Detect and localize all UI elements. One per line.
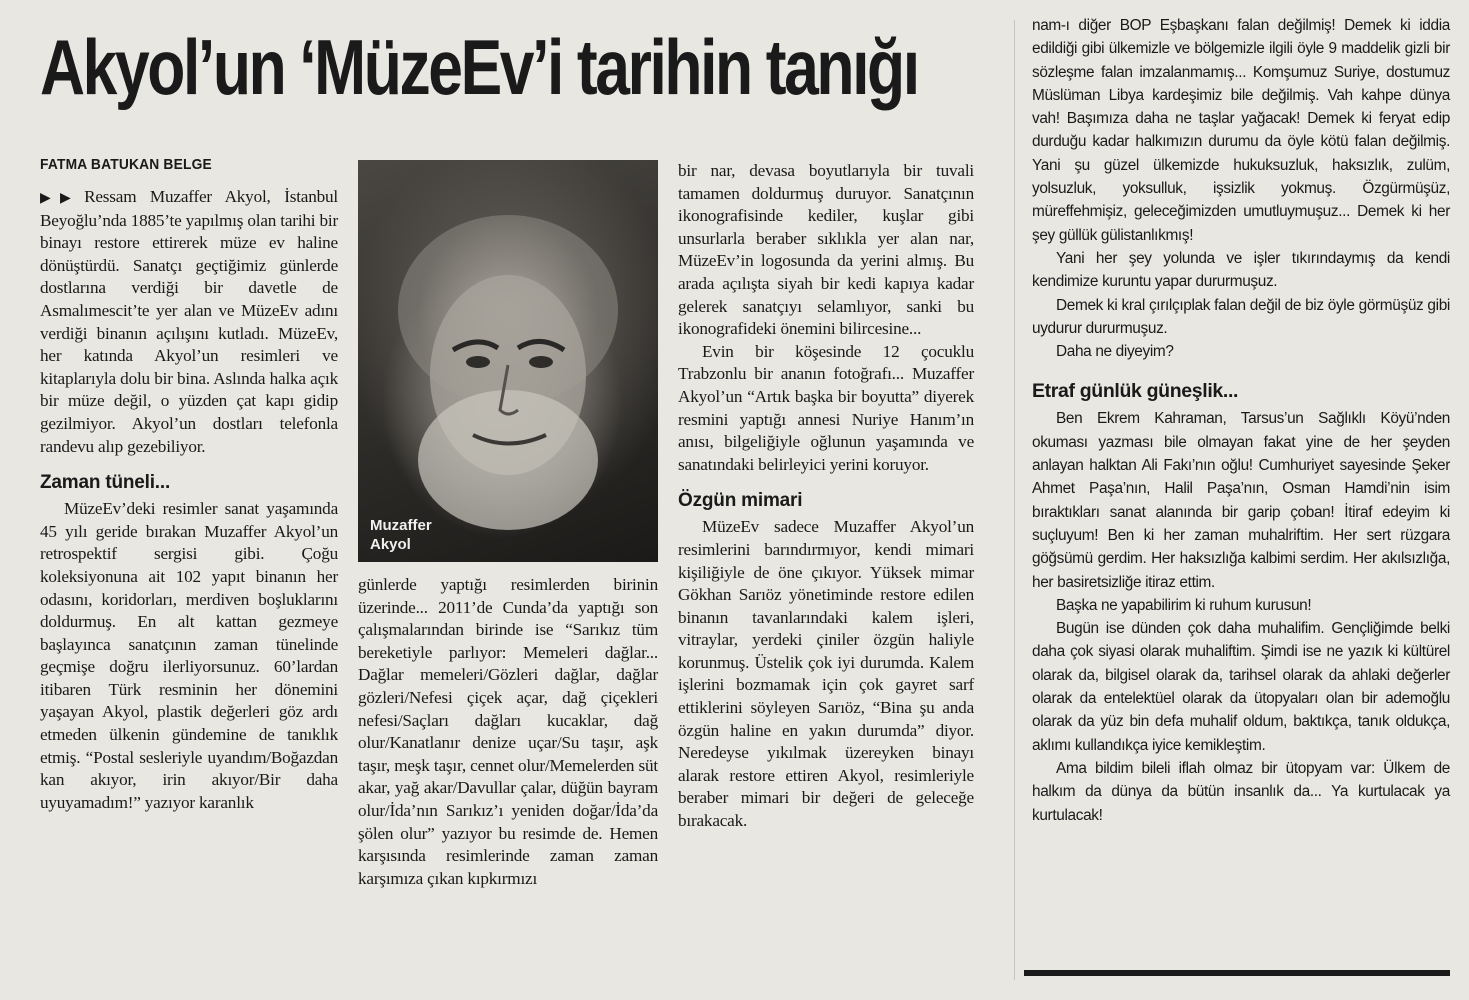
caption-line: Akyol xyxy=(370,536,411,553)
lead-paragraph xyxy=(40,186,338,458)
paragraph: MüzeEv sadece Muzaffer Akyol’un resimlerini barındırmıyor, kendi mimari kişiliğiyle de öne çıkıyor. Yüksek mimar Gökhan Sarıöz yönetiminde restore edilen binanın tavanlarındaki kalem işleri, vitraylar, yerdeki çiniler özgün haliyle korunmuş. Üstelik çok iyi durumda. Kalem işlerini bozmamak için çok gayret sarf ettiklerini söyleyen Sarıöz, “Bina şu anda özgün haline en yakın durumda” diyor. Neredeyse yıkılmak üzereyken binayı alarak restore ettiren Akyol, resimleriyle beraber mimari bir değeri de geleceğe bırakacak. xyxy=(678,517,974,831)
byline: FATMA BATUKAN BELGE xyxy=(40,156,212,173)
paragraph: Başka ne yapabilirim ki ruhum kurusun! xyxy=(1056,596,1312,614)
subhead-etraf-gunluk-guneslik: Etraf günlük güneşlik... xyxy=(1032,380,1239,403)
paragraph: Daha ne diyeyim? xyxy=(1056,343,1174,361)
paragraph: Evin bir köşesinde 12 çocuklu Trabzonlu bir ananın fotoğrafı... Muzaffer Akyol’un “Artık başka bir boyutta” diyerek resmini yaptığı annesi Nuriye Hanım’ın anısı, bilgeliğiyle oğlunun yaşamında ve sanatındaki belirleyici yerini koruyor. xyxy=(678,341,974,474)
end-rule xyxy=(1024,970,1450,976)
lead-text: Ressam Muzaffer Akyol, İstanbul Beyoğlu’nda 1885’te yapılmış olan tarihi bir binayı restore ettirerek müze ev haline dönüştürdü. Sanatçı geçtiğimiz günlerde dostlarına verdiği bir davetle de Asmalımescit’te yer alan ve MüzeEv adını verdiği binanın açılışını kutladı. MüzeEv, her katında Akyol’un resimleri ve kitaplarıyla dolu bir bina. Aslında halka açık bir müze değil, o yüzden çat kapı gidip gezilmiyor. Akyol’un dostları telefonla randevu alıp gezebiliyor. xyxy=(40,187,338,456)
paragraph: Demek ki kral çırılçıplak falan değil de biz öyle görmüşüz gibi uydurur dururmuşuz. xyxy=(1032,296,1450,337)
column-divider xyxy=(1014,20,1015,980)
lead-marker-icon: ▶▶ xyxy=(40,190,81,206)
paragraph: Bugün ise dünden çok daha muhalifim. Gençliğimde belki daha çok siyasi olarak muhaliftim. Şimdi ise ne yazık ki kültürel olarak da, bilgisel olarak da, tarihsel olarak da ahlaki değerler olarak da entelektüel olarak da ütopyaları olan bir ademoğlu olarak da yüz bin defa muhalif oldum, baktıkça, tanık oldukça, aklımı kullandıkça iyice kemikleştim. xyxy=(1032,620,1450,754)
caption-line: Muzaffer xyxy=(370,517,432,534)
paragraph: Ben Ekrem Kahraman, Tarsus’un Sağlıklı Köyü’nden okuması yazması bile olmayan fakat yine de her şeyden anlayan halktan Ali Fakı’nın oğlu! Cumhuriyet sayesinde Şeker Ahmet Paşa’nın, Halil Paşa’nın, Osman Hamdi’nin isim bıraktıkları sanat alanında bir garip çoban! İtiraf edeyim ki suçluyum! Ben ki her zaman muhalriftim. Her sert rüzgara göğsümü gerdim. Her haksızlığa kalbimi serdim. Her akılsızlığa, her basiretsizliğe itiraz ettim. xyxy=(1032,410,1450,591)
paragraph: Ama bildim bileli iflah olmaz bir ütopyam var: Ülkem de halkım da dünya da bütün insanlık da... Ya kurtulacak ya kurtulacak! xyxy=(1032,759,1450,824)
paragraph: bir nar, devasa boyutlarıyla bir tuvali tamamen doldurmuş duruyor. Sanatçının ikonografisinde kediler, kuşlar gibi unsurlarla beraber sıklıkla yer alan nar, MüzeEv’in logosunda da yerini almış. Bu arada açılışta siyah bir kedi kapıya kadar gelerek sanatçıyı selamlıyor, sanki bu ikonografideki önemini bilircesine... xyxy=(678,161,974,339)
column-1 xyxy=(40,186,338,814)
paragraph: Yani her şey yolunda ve işler tıkırındaymış da kendi kendimize kuruntu yapar dururmuşuz. xyxy=(1032,249,1450,291)
headline: Akyol’un ‘MüzeEv’i tarihin tanığı xyxy=(40,23,918,111)
column-3 xyxy=(678,160,974,833)
paragraph: MüzeEv’deki resimler sanat yaşamında 45 yılı geride bırakan Muzaffer Akyol’un retrospektif sergisi gibi. Çoğu koleksiyonuna ait 102 yapıt binanın her odasını, koridorları, merdiven boşluklarını doldurmuş. En alt kattan gezmeye başlayınca sanatçının zaman tünelinde geçmişe doğru ilerliyorsunuz. 60’lardan itibaren Türk resminin her dönemini yaşayan Akyol, plastik değerleri göz ardı etmeden ülkenin gündemine de tanıklık etmiş. “Postal sesleriyle uyandım/Boğazdan kan akıyor, irin akıyor/Bir daha uyuyamadım!” yazıyor karanlık xyxy=(40,499,338,812)
column-4 xyxy=(1032,14,1450,827)
paragraph: günlerde yaptığı resimlerden birinin üzerinde... 2011’de Cunda’da yaptığı son çalışmalarından birinde ise “Sarıkız tüm bereketiyle parlıyor: Memeleri dağlar... Dağlar memeleri/Gözleri dağlar, dağlar gözleri/Nefesi çiçek açar, dağ çiçekleri nefesi/Saçları dağları kucaklar, dağ olur/Kanatlanır denize uçar/Su taşır, aşk taşır, meşk taşır, cennet olur/Memelerden süt akar, yağ akar/Davullar çalar, düğün bayram olur/İda’nın Sarıkız’ı yeniden doğar/İda’da şölen olur” yazıyor bu resimde de. Hemen karşısında resimlerinde zaman zaman karşımıza çıkan kıpkırmızı xyxy=(358,575,658,888)
portrait-illustration xyxy=(358,160,658,562)
subhead-ozgun-mimari: Özgün mimari xyxy=(678,490,803,512)
portrait-photo xyxy=(358,160,658,562)
subhead-zaman-tuneli: Zaman tüneli... xyxy=(40,472,171,494)
column-2 xyxy=(358,574,658,890)
paragraph: nam-ı diğer BOP Eşbaşkanı falan değilmiş! Demek ki iddia edildiği gibi ülkemizle ve bölgemizle ilgili öyle 9 maddelik gizli bir sözleşme falan imzalanmamış... Komşumuz Suriye, dostumuz Müslüman Libya kardeşimiz bile değilmiş. Vah kahpe dünya vah! Başımıza daha ne taşlar yağacak! Demek ki feryat edip durduğu kadar halkımızın durumu da öyle kötü falan değilmiş. Yani şu güzel ülkemizde hukuksuzluk, haksızlık, zulüm, yolsuzluk, yoksulluk, işsizlik yokmuş. Özgürmüşüz, müreffehmişiz, geleceğimizden umutluymuşuz... Demek ki her şey güllük gülistanlıkmış! xyxy=(1032,17,1450,244)
photo-caption xyxy=(370,516,432,554)
